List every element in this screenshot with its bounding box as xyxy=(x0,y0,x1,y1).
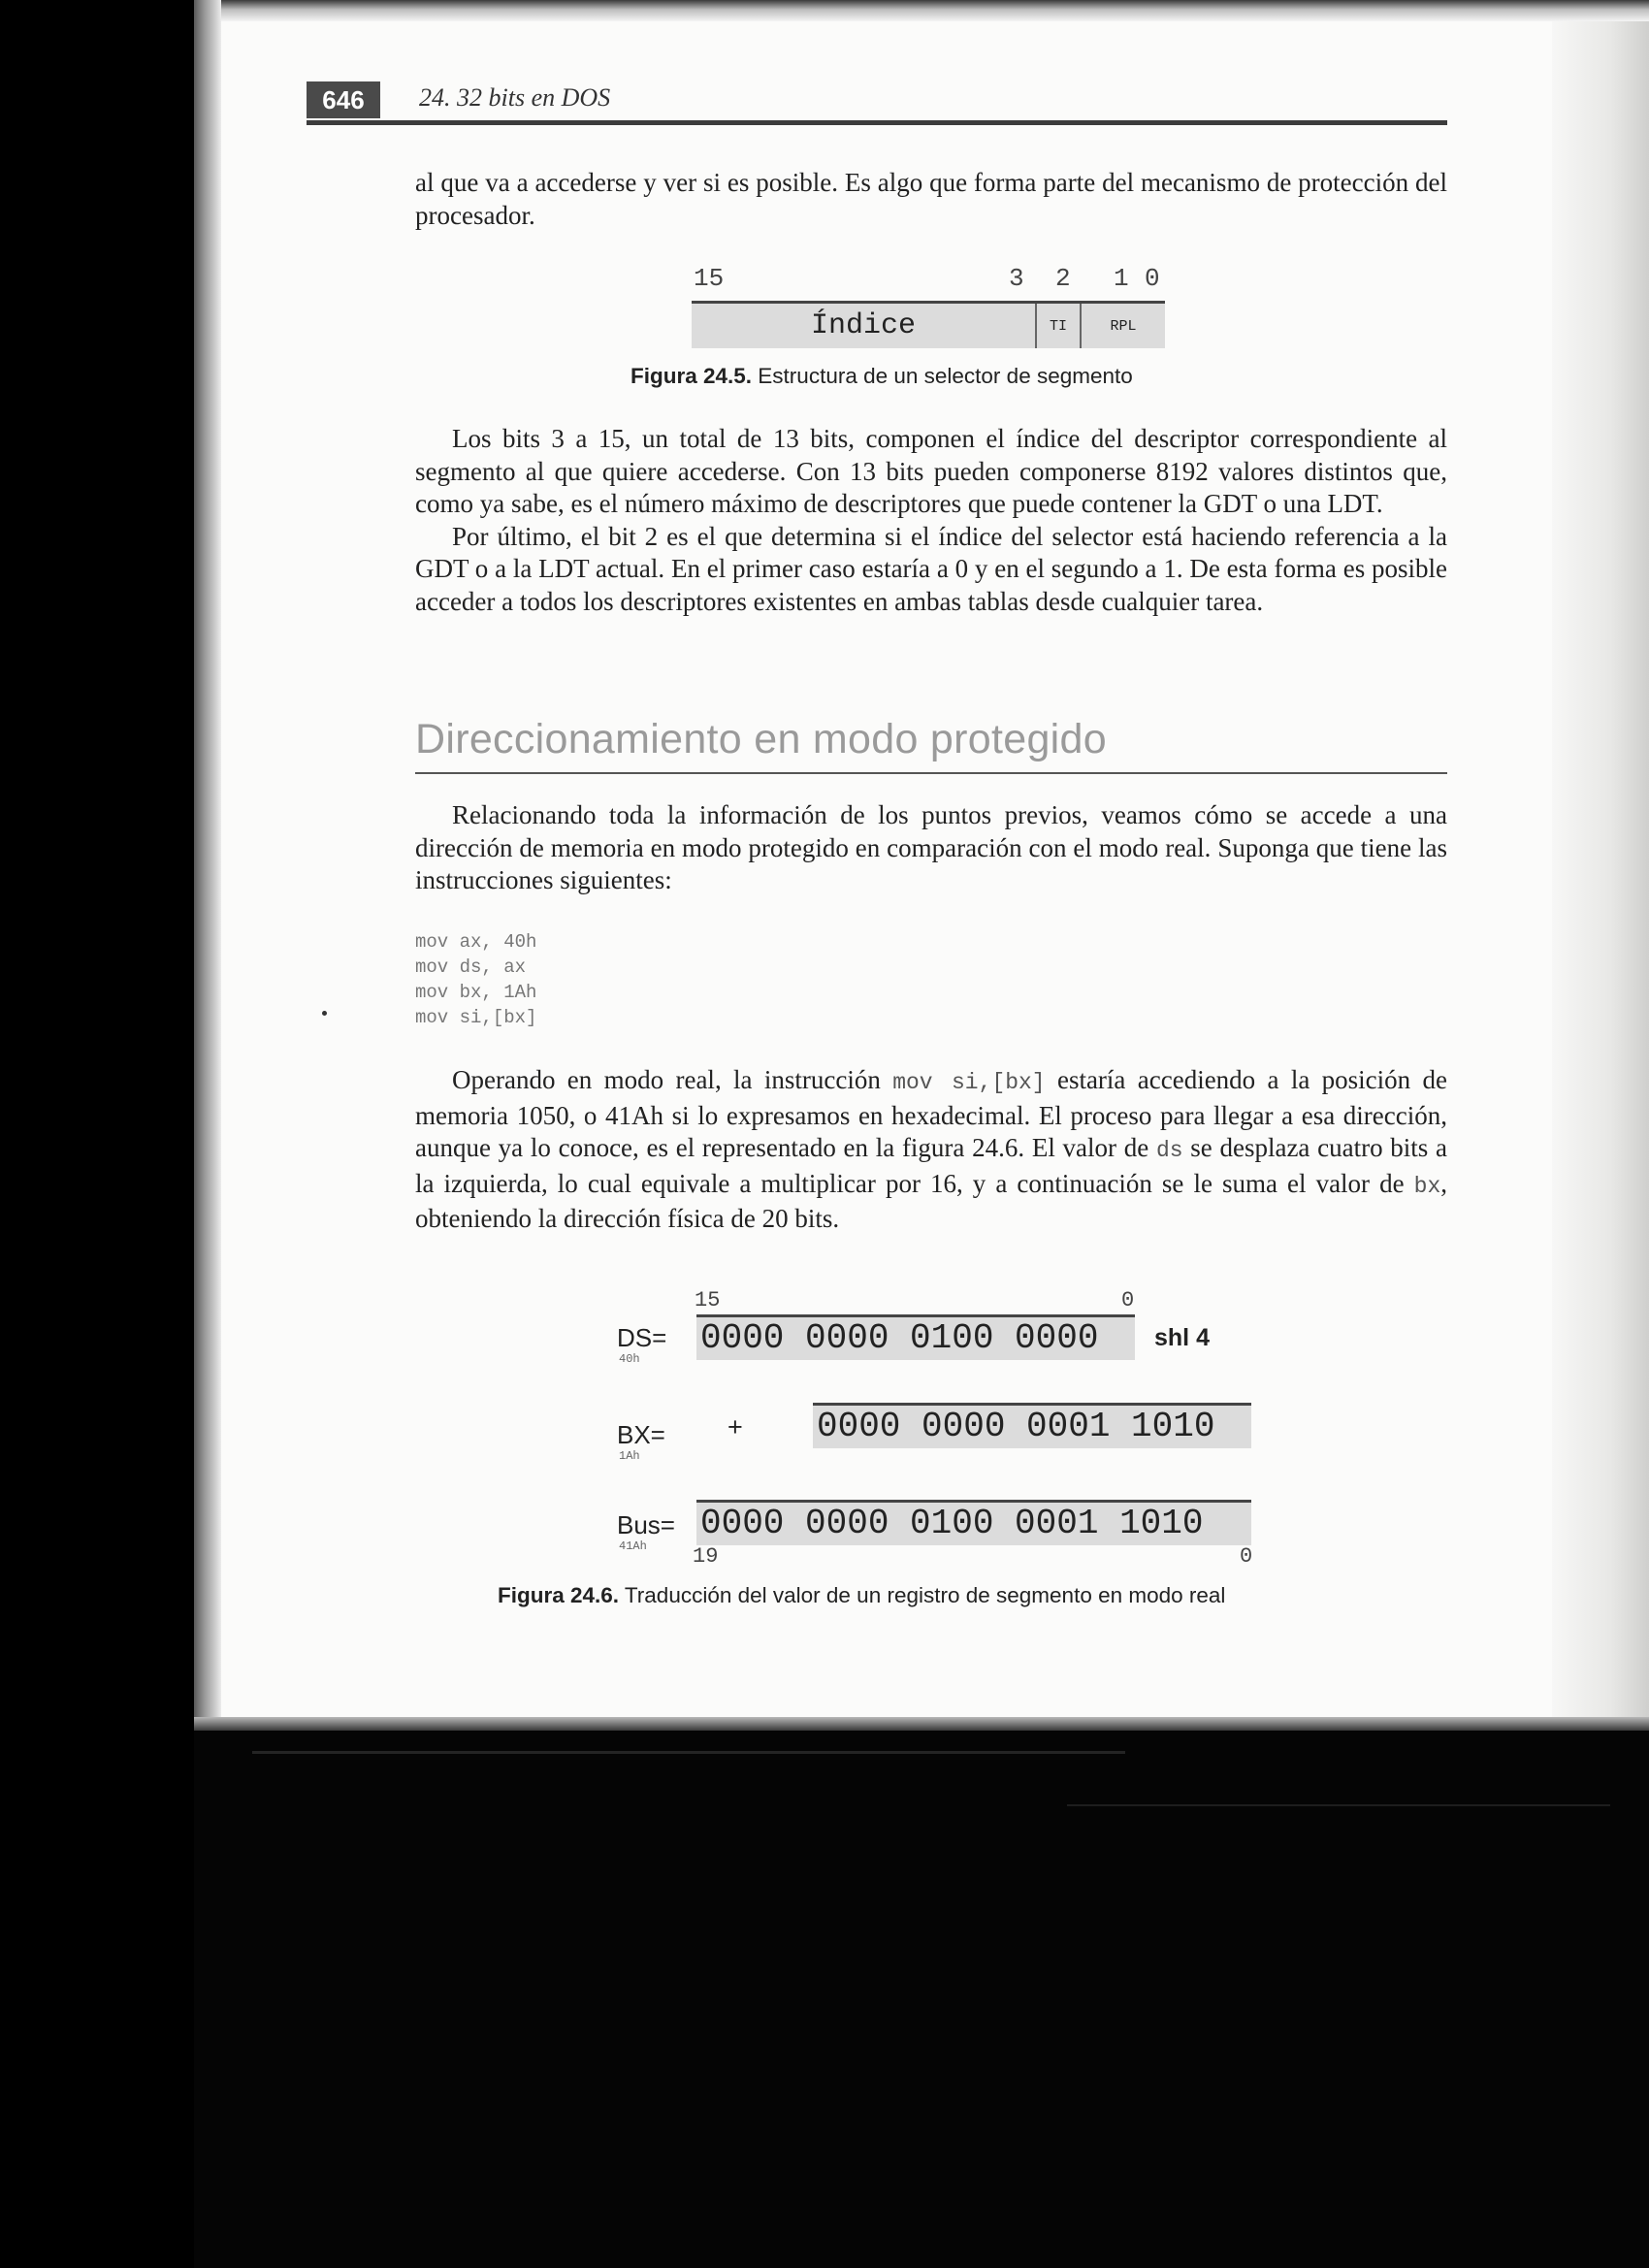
header-rule xyxy=(307,120,1447,125)
ds-register-value: 0000 0000 0100 0000 xyxy=(696,1314,1135,1360)
body-paragraphs xyxy=(415,423,1447,618)
selector-index-field: Índice xyxy=(810,309,917,342)
book-gutter-shadow xyxy=(194,0,221,1722)
code-line: mov ax, 40h xyxy=(415,931,537,953)
selector-rpl-field: RPL xyxy=(1110,317,1137,335)
ds-register-label: DS= xyxy=(617,1323,667,1352)
scan-streak xyxy=(1067,1804,1610,1806)
section-rule xyxy=(415,772,1447,774)
caption-label: Figura 24.5. xyxy=(630,364,753,388)
bx-register-hex: 1Ah xyxy=(619,1449,640,1463)
scan-streak xyxy=(252,1751,1125,1754)
scan-bottom-area xyxy=(194,1717,1649,2268)
figure-24-5-caption xyxy=(630,364,1133,389)
shift-left-operation: shl 4 xyxy=(1154,1324,1210,1351)
bit-label-15: 15 xyxy=(694,264,725,293)
paragraph-index-bits: Los bits 3 a 15, un total de 13 bits, componen el índice del descriptor correspondiente al segmento al que quiere accederse. Con 13 bits pueden componerse 8192 valores distintos que, como ya sabe, es el número máximo de descriptores que puede contener la GDT o una LDT. xyxy=(415,424,1447,518)
inline-code: mov si,[bx] xyxy=(892,1070,1046,1095)
bit-label-1: 1 xyxy=(1114,264,1129,293)
caption-label: Figura 24.6. xyxy=(498,1583,620,1607)
ds-register-hex: 40h xyxy=(619,1352,640,1366)
bit-label-19: 19 xyxy=(693,1544,719,1569)
section-intro xyxy=(415,799,1447,897)
page-bottom-edge xyxy=(194,1717,1649,1731)
selector-ti-field: TI xyxy=(1049,317,1067,335)
section-paragraph-1: Relacionando toda la información de los puntos previos, veamos cómo se accede a una dirección de memoria en modo protegido en comparación con el modo real. Suponga que tiene las instrucciones siguientes: xyxy=(415,800,1447,894)
running-title: 24. 32 bits en DOS xyxy=(419,83,611,112)
caption-text: Estructura de un selector de segmento xyxy=(752,364,1133,388)
intro-paragraph xyxy=(415,167,1447,232)
figure-24-6-caption xyxy=(498,1583,1225,1608)
section-heading: Direccionamiento en modo protegido xyxy=(415,716,1107,762)
section-explanation xyxy=(415,1064,1447,1236)
bus-address-value: 0000 0000 0100 0001 1010 xyxy=(696,1500,1251,1545)
code-line: mov bx, 1Ah xyxy=(415,982,537,1003)
bus-label: Bus= xyxy=(617,1510,675,1539)
inline-code: ds xyxy=(1155,1138,1183,1163)
page-number: 646 xyxy=(307,81,380,118)
inline-code: bx xyxy=(1413,1173,1441,1199)
code-line: mov ds, ax xyxy=(415,956,527,978)
paragraph-ti-bit: Por último, el bit 2 es el que determina si el índice del selector está haciendo referencia a la GDT o a la LDT actual. En el primer caso estaría a 0 y en el segundo a 1. De esta forma es posible acceder a todos los descriptores existentes en ambas tablas desde cualquier tarea. xyxy=(415,521,1447,616)
bit-label-0: 0 xyxy=(1121,1288,1135,1312)
section-paragraph-2: Operando en modo real, la instrucción mov si,[bx] estaría accediendo a la posición de memoria 1050, o 41Ah si lo expresamos en hexadecimal. El proceso para llegar a esa dirección, aunque ya lo conoce, es el representado en la figura 24.6. El valor de ds se desplaza cuatro bits a la izquierda, lo cual equivale a multiplicar por 16, y a continuación se le suma el valor de bx, obteniendo la dirección física de 20 bits. xyxy=(415,1065,1448,1233)
bx-register-value: 0000 0000 0001 1010 xyxy=(813,1403,1251,1448)
scan-left-margin xyxy=(0,0,194,2268)
segment-selector-diagram xyxy=(692,301,1165,348)
page-top-shadow xyxy=(221,0,1649,21)
bit-label-0: 0 xyxy=(1145,264,1160,293)
caption-text: Traducción del valor de un registro de segmento en modo real xyxy=(619,1583,1226,1607)
page-right-edge xyxy=(1552,0,1649,1722)
bit-label-2: 2 xyxy=(1055,264,1071,293)
bx-register-label: BX= xyxy=(617,1420,665,1449)
bit-label-15: 15 xyxy=(695,1288,721,1312)
code-line: mov si,[bx] xyxy=(415,1007,537,1028)
bit-label-0: 0 xyxy=(1240,1544,1253,1569)
bit-label-3: 3 xyxy=(1009,264,1024,293)
intro-text: al que va a accederse y ver si es posible. Es algo que forma parte del mecanismo de protección del procesador. xyxy=(415,168,1447,230)
scan-speck xyxy=(322,1011,327,1016)
bus-hex: 41Ah xyxy=(619,1539,647,1553)
addition-operator: + xyxy=(728,1412,743,1442)
code-listing xyxy=(415,929,536,1030)
